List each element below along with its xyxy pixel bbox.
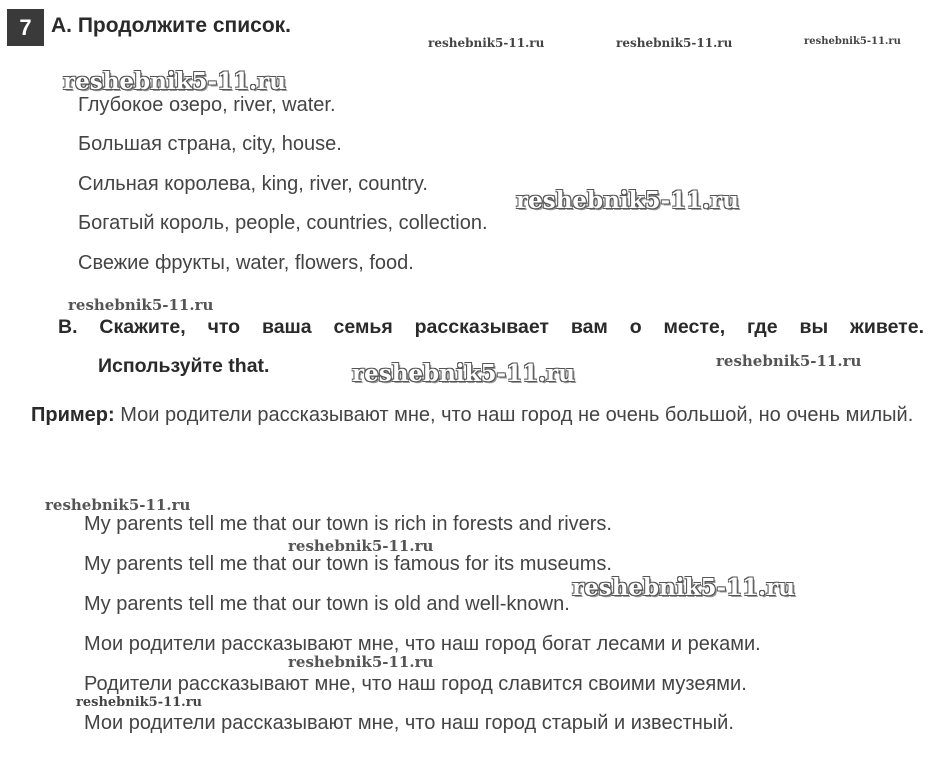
example-label: Пример: <box>31 404 115 426</box>
answer-line: Мои родители рассказывают мне, что наш город богат лесами и реками. <box>84 633 761 655</box>
answer-line: My parents tell me that our town is famous for its museums. <box>84 553 612 575</box>
task-b-instruction: B. Скажите, что ваша семья рассказывает вам о месте, где вы живете. <box>58 316 924 338</box>
answer-line: Мои родители рассказывают мне, что наш город старый и известный. <box>84 712 734 734</box>
watermark: reshebnik5-11.ru <box>572 574 795 601</box>
watermark: reshebnik5-11.ru <box>63 68 286 95</box>
task-a-line: Свежие фрукты, water, flowers, food. <box>78 252 414 274</box>
watermark: reshebnik5-11.ru <box>616 36 733 50</box>
task-b-instruction-continued: Используйте that. <box>98 355 270 377</box>
task-a-title: A. Продолжите список. <box>51 14 292 37</box>
watermark: reshebnik5-11.ru <box>68 296 214 314</box>
answer-line: My parents tell me that our town is rich in forests and rivers. <box>84 513 612 535</box>
example-paragraph <box>31 395 923 435</box>
watermark: reshebnik5-11.ru <box>76 695 203 710</box>
task-a-line: Глубокое озеро, river, water. <box>78 94 336 116</box>
watermark: reshebnik5-11.ru <box>716 352 862 370</box>
watermark: reshebnik5-11.ru <box>288 537 434 555</box>
watermark: reshebnik5-11.ru <box>288 653 434 671</box>
watermark: reshebnik5-11.ru <box>516 187 739 214</box>
task-a-line: Большая страна, city, house. <box>78 133 342 155</box>
answer-line: Родители рассказывают мне, что наш город славится своими музеями. <box>84 673 747 695</box>
answer-line: My parents tell me that our town is old and well-known. <box>84 593 570 615</box>
task-a-line: Сильная королева, king, river, country. <box>78 173 428 195</box>
exercise-number-badge: 7 <box>7 9 44 46</box>
watermark: reshebnik5-11.ru <box>45 496 191 514</box>
example-text: Мои родители рассказывают мне, что наш город не очень большой, но очень милый. <box>114 404 914 426</box>
watermark: reshebnik5-11.ru <box>804 36 901 47</box>
watermark: reshebnik5-11.ru <box>352 360 575 387</box>
watermark: reshebnik5-11.ru <box>428 36 545 50</box>
task-a-line: Богатый король, people, countries, collection. <box>78 212 488 234</box>
